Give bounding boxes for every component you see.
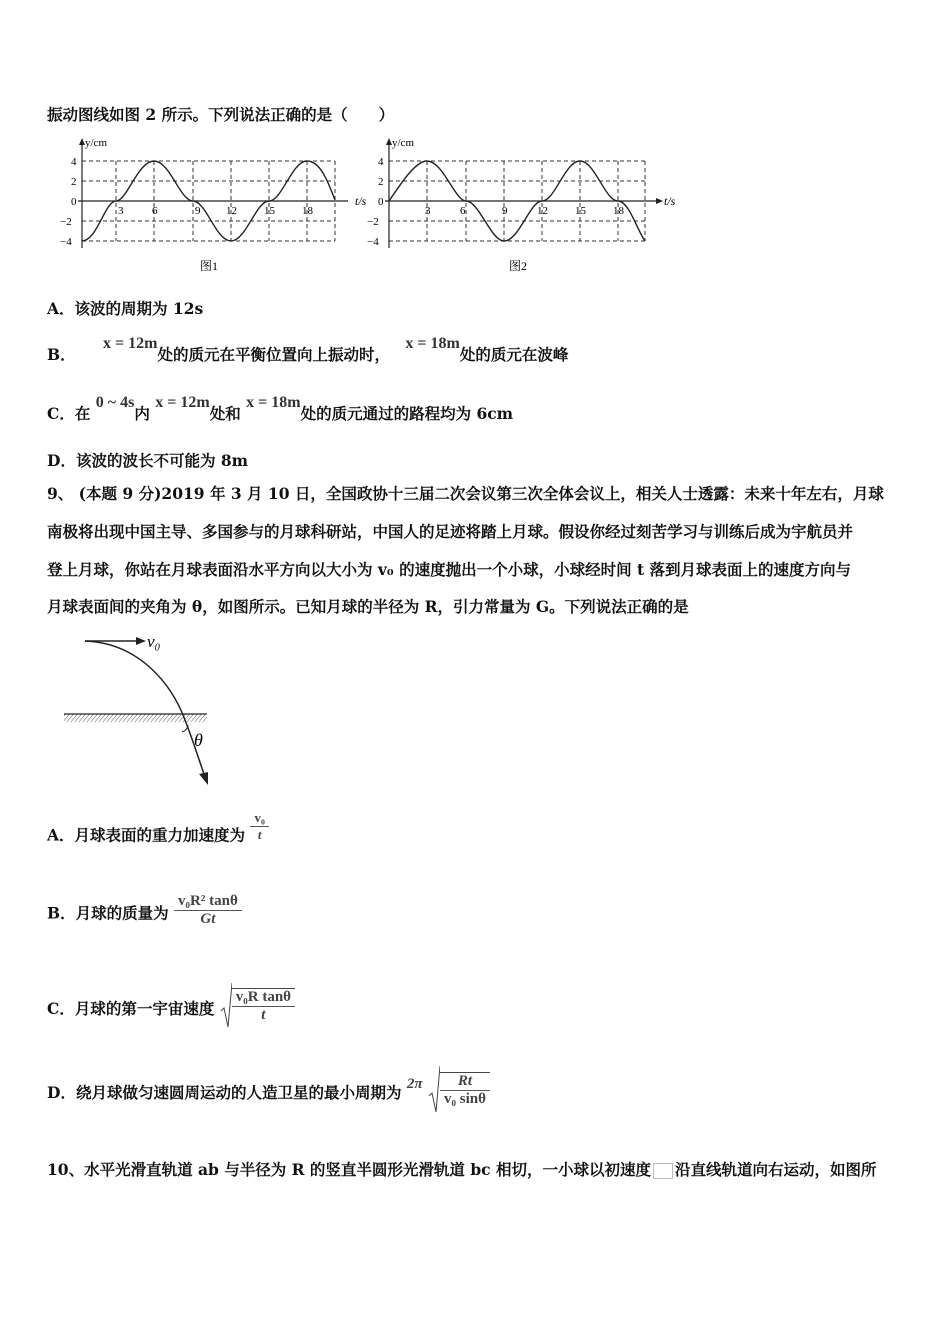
svg-text:−2: −2: [367, 216, 379, 228]
theta-label: θ: [194, 730, 203, 750]
figure-1-graph: [60, 130, 370, 280]
q8-option-c: C．在 0 ~ 4s内 x = 12m处和 x = 18m处的质元通过的路程均为 6cm: [47, 394, 514, 423]
svg-text:9: 9: [195, 205, 201, 217]
svg-text:12: 12: [226, 205, 237, 217]
svg-text:15: 15: [264, 205, 275, 217]
figure-2-xlabel: t/s: [664, 194, 676, 208]
figure-1-ylabel: y/cm: [85, 137, 107, 149]
projectile-figure: [60, 625, 240, 795]
svg-text:9: 9: [502, 205, 508, 217]
q9-stem-line-4: 月球表面间的夹角为 θ，如图所示。已知月球的半径为 R，引力常量为 G。下列说法正确的是: [47, 597, 689, 616]
svg-text:4: 4: [71, 156, 77, 168]
svg-text:3: 3: [425, 205, 431, 217]
v0-label: v₀: [147, 632, 161, 651]
svg-text:12: 12: [537, 205, 548, 217]
question-8-stem: 振动图线如图 2 所示。下列说法正确的是（ ）: [47, 105, 395, 124]
missing-glyph-box: [653, 1163, 673, 1179]
trajectory-arrow-icon: [199, 772, 208, 785]
svg-text:18: 18: [613, 205, 624, 217]
svg-text:−4: −4: [367, 236, 379, 248]
figure-2-caption: 图2: [509, 259, 528, 273]
svg-text:6: 6: [460, 205, 466, 217]
svg-text:18: 18: [302, 205, 313, 217]
figure-2-ylabel: y/cm: [392, 137, 414, 149]
q8-option-d: D．该波的波长不可能为 8m: [47, 451, 249, 470]
figure-1-caption: 图1: [200, 259, 219, 273]
svg-text:0: 0: [71, 196, 77, 208]
svg-text:3: 3: [118, 205, 124, 217]
trajectory-curve: [85, 641, 205, 777]
q9-option-b: B．月球的质量为 $\frac{\text{v₀R² tanθ}}{Gt}$: [47, 897, 242, 932]
q10-stem-line-1: 10、水平光滑直轨道 ab 与半径为 R 的竖直半圆形光滑轨道 bc 相切，一小球以初速度 沿直线轨道向右运动，如图所: [47, 1160, 877, 1179]
q8-option-a: A．该波的周期为 12s: [47, 299, 204, 318]
svg-text:15: 15: [575, 205, 586, 217]
q9-option-a: A．月球表面的重力加速度为 $\frac{\text{v₀}}{t}$: [47, 820, 269, 853]
svg-text:2: 2: [378, 176, 384, 188]
svg-text:6: 6: [152, 205, 158, 217]
q8-option-b: B． x = 12m处的质元在平衡位置向上振动时， x = 18m处的质元在波峰: [47, 335, 569, 364]
figure-1-xlabel: t/s: [355, 194, 367, 208]
q9-stem-line-1: 9、 (本题 9 分)2019 年 3 月 10 日，全国政协十三届二次会议第三次全体会议上，相关人士透露：未来十年左右，月球: [47, 484, 884, 503]
q9-stem-line-3: 登上月球，你站在月球表面沿水平方向以大小为 v₀ 的速度抛出一个小球，小球经时间 t 落到月球表面上的速度方向与: [47, 560, 852, 579]
q9-option-d: D．绕月球做匀速圆周运动的人造卫星的最小周期为 2π $\frac{Rt}{\text{v₀ sinθ}}$: [47, 1068, 490, 1120]
velocity-arrow-icon: [136, 637, 146, 645]
q9-stem-line-2: 南极将出现中国主导、多国参与的月球科研站，中国人的足迹将踏上月球。假设你经过刻苦学习与训练后成为宇航员并: [47, 522, 854, 541]
figure-2-graph: [367, 130, 687, 280]
svg-text:−2: −2: [60, 216, 72, 228]
svg-text:2: 2: [71, 176, 77, 188]
svg-text:0: 0: [378, 196, 384, 208]
q9-option-c: C．月球的第一宇宙速度 $\frac{\text{v₀R tanθ}}{t}$: [47, 985, 295, 1035]
svg-text:4: 4: [378, 156, 384, 168]
svg-text:−4: −4: [60, 236, 72, 248]
